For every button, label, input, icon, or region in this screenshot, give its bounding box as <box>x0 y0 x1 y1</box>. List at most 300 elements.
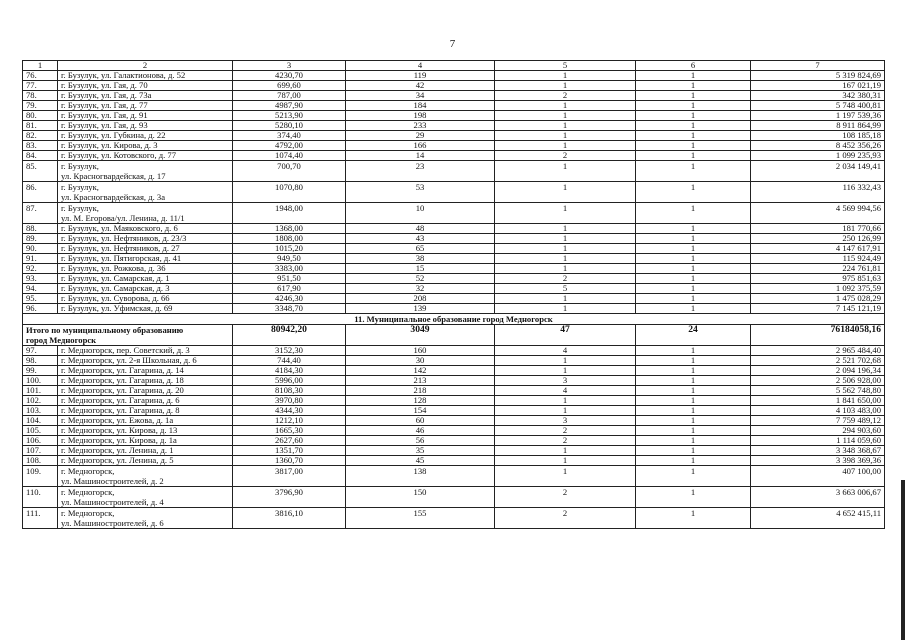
area: 4792,00 <box>233 141 346 151</box>
col6-value: 1 <box>636 203 751 224</box>
area: 1368,00 <box>233 224 346 234</box>
col6-value: 1 <box>636 244 751 254</box>
col5-value: 2 <box>495 487 636 508</box>
residents: 30 <box>346 356 495 366</box>
area: 949,50 <box>233 254 346 264</box>
address: г. Медногорск, пер. Советский, д. 3 <box>58 346 233 356</box>
table-row <box>23 366 885 376</box>
col5-value: 1 <box>495 234 636 244</box>
row-number: 87. <box>23 203 58 224</box>
table-row <box>23 161 885 182</box>
address <box>58 508 233 529</box>
col6-value: 1 <box>636 426 751 436</box>
cost: 975 851,63 <box>751 274 885 284</box>
col5-value: 1 <box>495 71 636 81</box>
col5-value: 1 <box>495 101 636 111</box>
row-number: 81. <box>23 121 58 131</box>
column-number-row <box>23 61 885 71</box>
cost: 5 562 748,80 <box>751 386 885 396</box>
table-row <box>23 466 885 487</box>
housing-table <box>22 60 885 529</box>
cost: 224 761,81 <box>751 264 885 274</box>
area: 2627,60 <box>233 436 346 446</box>
area: 3383,00 <box>233 264 346 274</box>
total-label-line-2: город Медногорск <box>26 335 97 345</box>
col5-value: 1 <box>495 356 636 366</box>
row-number: 99. <box>23 366 58 376</box>
col5-value: 1 <box>495 304 636 314</box>
col6-value: 1 <box>636 356 751 366</box>
col5-value: 1 <box>495 446 636 456</box>
col-header: 5 <box>495 61 636 71</box>
address <box>58 203 233 224</box>
total-residents: 3049 <box>346 325 495 346</box>
cost: 1 092 375,59 <box>751 284 885 294</box>
cost: 1 114 059,60 <box>751 436 885 446</box>
col6-value: 1 <box>636 508 751 529</box>
col6-value: 1 <box>636 346 751 356</box>
table-row <box>23 376 885 386</box>
area: 1212,10 <box>233 416 346 426</box>
table-row <box>23 71 885 81</box>
address <box>58 487 233 508</box>
table-row <box>23 224 885 234</box>
cost: 167 021,19 <box>751 81 885 91</box>
col6-value: 1 <box>636 151 751 161</box>
col6-value: 1 <box>636 121 751 131</box>
cost: 5 319 824,69 <box>751 71 885 81</box>
scan-edge-mark <box>901 480 905 640</box>
total-area: 80942,20 <box>233 325 346 346</box>
cost: 115 924,49 <box>751 254 885 264</box>
col6-value: 1 <box>636 396 751 406</box>
area: 3348,70 <box>233 304 346 314</box>
col5-value: 4 <box>495 386 636 396</box>
row-number: 111. <box>23 508 58 529</box>
area: 5280,10 <box>233 121 346 131</box>
section-heading-row <box>23 314 885 325</box>
residents: 32 <box>346 284 495 294</box>
row-number: 103. <box>23 406 58 416</box>
residents: 160 <box>346 346 495 356</box>
address: г. Бузулук, ул. Гая, д. 70 <box>58 81 233 91</box>
area: 4230,70 <box>233 71 346 81</box>
residents: 208 <box>346 294 495 304</box>
row-number: 76. <box>23 71 58 81</box>
table-row <box>23 101 885 111</box>
residents: 184 <box>346 101 495 111</box>
address: г. Медногорск, ул. Гагарина, д. 20 <box>58 386 233 396</box>
row-number: 100. <box>23 376 58 386</box>
table-row <box>23 396 885 406</box>
table-row <box>23 406 885 416</box>
col-header: 1 <box>23 61 58 71</box>
table-row <box>23 456 885 466</box>
table-row <box>23 254 885 264</box>
page-number: 7 <box>449 38 456 50</box>
area: 617,90 <box>233 284 346 294</box>
col5-value: 2 <box>495 151 636 161</box>
col5-value: 5 <box>495 284 636 294</box>
residents: 45 <box>346 456 495 466</box>
col5-value: 1 <box>495 294 636 304</box>
col5-value: 1 <box>495 224 636 234</box>
col5-value: 3 <box>495 376 636 386</box>
col6-value: 1 <box>636 456 751 466</box>
address: г. Бузулук, ул. Галактионова, д. 52 <box>58 71 233 81</box>
col6-value: 1 <box>636 304 751 314</box>
cost: 5 748 400,81 <box>751 101 885 111</box>
table-row <box>23 131 885 141</box>
row-number: 83. <box>23 141 58 151</box>
residents: 46 <box>346 426 495 436</box>
col-header: 6 <box>636 61 751 71</box>
col5-value: 2 <box>495 274 636 284</box>
row-number: 108. <box>23 456 58 466</box>
row-number: 107. <box>23 446 58 456</box>
address: г. Бузулук, ул. Гая, д. 91 <box>58 111 233 121</box>
cost: 3 663 006,67 <box>751 487 885 508</box>
address: г. Медногорск, ул. Ежова, д. 1а <box>58 416 233 426</box>
row-number: 102. <box>23 396 58 406</box>
col6-value: 1 <box>636 131 751 141</box>
residents: 10 <box>346 203 495 224</box>
table-row <box>23 508 885 529</box>
residents: 198 <box>346 111 495 121</box>
row-number: 94. <box>23 284 58 294</box>
area: 4987,90 <box>233 101 346 111</box>
col5-value: 2 <box>495 91 636 101</box>
row-number: 79. <box>23 101 58 111</box>
col5-value: 1 <box>495 406 636 416</box>
table-row <box>23 81 885 91</box>
address: г. Бузулук, ул. Гая, д. 73а <box>58 91 233 101</box>
cost: 4 103 483,00 <box>751 406 885 416</box>
total-col5: 47 <box>495 325 636 346</box>
cost: 181 770,66 <box>751 224 885 234</box>
area: 3796,90 <box>233 487 346 508</box>
row-number: 93. <box>23 274 58 284</box>
residents: 48 <box>346 224 495 234</box>
area: 8108,30 <box>233 386 346 396</box>
address <box>58 161 233 182</box>
address-line-2: ул. Машиностроителей, д. 2 <box>61 476 164 486</box>
row-number: 104. <box>23 416 58 426</box>
residents: 233 <box>346 121 495 131</box>
address-line-2: ул. М. Егорова/ул. Ленина, д. 11/1 <box>61 213 185 223</box>
cost: 8 452 356,26 <box>751 141 885 151</box>
address-line-2: ул. Красногвардейская, д. 17 <box>61 171 166 181</box>
residents: 139 <box>346 304 495 314</box>
table-row <box>23 294 885 304</box>
table-row <box>23 121 885 131</box>
col6-value: 1 <box>636 366 751 376</box>
col6-value: 1 <box>636 487 751 508</box>
section-heading: 11. Муниципальное образование город Медногорск <box>23 314 885 325</box>
cost: 116 332,43 <box>751 182 885 203</box>
address: г. Медногорск, ул. Гагарина, д. 14 <box>58 366 233 376</box>
table-row <box>23 436 885 446</box>
col5-value: 3 <box>495 416 636 426</box>
cost: 407 100,00 <box>751 466 885 487</box>
address: г. Медногорск, ул. Гагарина, д. 18 <box>58 376 233 386</box>
table-row <box>23 234 885 244</box>
address-line-1: г. Бузулук, <box>61 182 99 192</box>
row-number: 91. <box>23 254 58 264</box>
row-number: 109. <box>23 466 58 487</box>
residents: 35 <box>346 446 495 456</box>
residents: 42 <box>346 81 495 91</box>
residents: 43 <box>346 234 495 244</box>
col-header: 7 <box>751 61 885 71</box>
address: г. Бузулук, ул. Пятигорская, д. 41 <box>58 254 233 264</box>
area: 5213,90 <box>233 111 346 121</box>
col5-value: 1 <box>495 81 636 91</box>
table-row <box>23 426 885 436</box>
row-number: 78. <box>23 91 58 101</box>
table-row <box>23 446 885 456</box>
address-line-1: г. Бузулук, <box>61 203 99 213</box>
address-line-2: ул. Красногвардейская, д. 3а <box>61 192 166 202</box>
col5-value: 1 <box>495 131 636 141</box>
cost: 2 094 196,34 <box>751 366 885 376</box>
area: 1351,70 <box>233 446 346 456</box>
area: 787,00 <box>233 91 346 101</box>
cost: 8 911 864,99 <box>751 121 885 131</box>
cost: 108 185,18 <box>751 131 885 141</box>
address: г. Медногорск, ул. Гагарина, д. 6 <box>58 396 233 406</box>
area: 4246,30 <box>233 294 346 304</box>
address: г. Бузулук, ул. Котовского, д. 77 <box>58 151 233 161</box>
col5-value: 1 <box>495 121 636 131</box>
residents: 150 <box>346 487 495 508</box>
table-row <box>23 346 885 356</box>
table-row <box>23 416 885 426</box>
area: 1070,80 <box>233 182 346 203</box>
col6-value: 1 <box>636 81 751 91</box>
area: 951,50 <box>233 274 346 284</box>
area: 374,40 <box>233 131 346 141</box>
row-number: 80. <box>23 111 58 121</box>
col5-value: 1 <box>495 396 636 406</box>
area: 3152,30 <box>233 346 346 356</box>
area: 4344,30 <box>233 406 346 416</box>
col6-value: 1 <box>636 234 751 244</box>
cost: 2 521 702,68 <box>751 356 885 366</box>
row-number: 97. <box>23 346 58 356</box>
col6-value: 1 <box>636 161 751 182</box>
col5-value: 1 <box>495 456 636 466</box>
address: г. Бузулук, ул. Губкина, д. 22 <box>58 131 233 141</box>
row-number: 84. <box>23 151 58 161</box>
cost: 250 126,99 <box>751 234 885 244</box>
address: г. Бузулук, ул. Нефтяников, д. 23/3 <box>58 234 233 244</box>
row-number: 105. <box>23 426 58 436</box>
area: 700,70 <box>233 161 346 182</box>
cost: 7 759 489,12 <box>751 416 885 426</box>
address: г. Медногорск, ул. Ленина, д. 5 <box>58 456 233 466</box>
table-row <box>23 264 885 274</box>
cost: 2 506 928,00 <box>751 376 885 386</box>
col5-value: 1 <box>495 111 636 121</box>
row-number: 106. <box>23 436 58 446</box>
cost: 1 197 539,36 <box>751 111 885 121</box>
col5-value: 1 <box>495 244 636 254</box>
area: 3817,00 <box>233 466 346 487</box>
col-header: 3 <box>233 61 346 71</box>
col5-value: 2 <box>495 436 636 446</box>
col-header: 2 <box>58 61 233 71</box>
address-line-1: г. Медногорск, <box>61 487 115 497</box>
residents: 23 <box>346 161 495 182</box>
address: г. Бузулук, ул. Рожкова, д. 36 <box>58 264 233 274</box>
address-line-1: г. Бузулук, <box>61 161 99 171</box>
address: г. Бузулук, ул. Кирова, д. 3 <box>58 141 233 151</box>
row-number: 101. <box>23 386 58 396</box>
table-row <box>23 151 885 161</box>
col6-value: 1 <box>636 71 751 81</box>
col5-value: 1 <box>495 254 636 264</box>
total-cost: 76184058,16 <box>751 325 885 346</box>
col5-value: 1 <box>495 141 636 151</box>
area: 699,60 <box>233 81 346 91</box>
total-col6: 24 <box>636 325 751 346</box>
table-row <box>23 386 885 396</box>
area: 1015,20 <box>233 244 346 254</box>
col5-value: 1 <box>495 203 636 224</box>
cost: 1 475 028,29 <box>751 294 885 304</box>
col6-value: 1 <box>636 141 751 151</box>
address-line-2: ул. Машиностроителей, д. 6 <box>61 518 164 528</box>
table-row <box>23 244 885 254</box>
residents: 53 <box>346 182 495 203</box>
row-number: 95. <box>23 294 58 304</box>
residents: 155 <box>346 508 495 529</box>
row-number: 88. <box>23 224 58 234</box>
cost: 342 380,31 <box>751 91 885 101</box>
table-row <box>23 182 885 203</box>
area: 5996,00 <box>233 376 346 386</box>
col5-value: 2 <box>495 426 636 436</box>
address: г. Медногорск, ул. Кирова, д. 1а <box>58 436 233 446</box>
cost: 1 841 650,00 <box>751 396 885 406</box>
col5-value: 1 <box>495 466 636 487</box>
address: г. Медногорск, ул. 2-я Школьная, д. 6 <box>58 356 233 366</box>
address: г. Бузулук, ул. Самарская, д. 3 <box>58 284 233 294</box>
address <box>58 466 233 487</box>
cost: 4 147 617,91 <box>751 244 885 254</box>
table-row <box>23 304 885 314</box>
residents: 154 <box>346 406 495 416</box>
col6-value: 1 <box>636 376 751 386</box>
area: 744,40 <box>233 356 346 366</box>
address: г. Бузулук, ул. Самарская, д. 1 <box>58 274 233 284</box>
col6-value: 1 <box>636 91 751 101</box>
col6-value: 1 <box>636 294 751 304</box>
cost: 2 965 484,40 <box>751 346 885 356</box>
row-number: 82. <box>23 131 58 141</box>
col6-value: 1 <box>636 182 751 203</box>
col6-value: 1 <box>636 466 751 487</box>
cost: 4 569 994,56 <box>751 203 885 224</box>
col-header: 4 <box>346 61 495 71</box>
area: 4184,30 <box>233 366 346 376</box>
total-row <box>23 325 885 346</box>
row-number: 85. <box>23 161 58 182</box>
cost: 3 398 369,36 <box>751 456 885 466</box>
col5-value: 1 <box>495 264 636 274</box>
residents: 166 <box>346 141 495 151</box>
cost: 2 034 149,41 <box>751 161 885 182</box>
col6-value: 1 <box>636 254 751 264</box>
residents: 15 <box>346 264 495 274</box>
residents: 65 <box>346 244 495 254</box>
col6-value: 1 <box>636 446 751 456</box>
table-row <box>23 356 885 366</box>
row-number: 90. <box>23 244 58 254</box>
residents: 38 <box>346 254 495 264</box>
col6-value: 1 <box>636 264 751 274</box>
table-row <box>23 487 885 508</box>
col5-value: 2 <box>495 508 636 529</box>
col6-value: 1 <box>636 274 751 284</box>
row-number: 92. <box>23 264 58 274</box>
residents: 29 <box>346 131 495 141</box>
address: г. Бузулук, ул. Гая, д. 77 <box>58 101 233 111</box>
table-row <box>23 91 885 101</box>
address: г. Бузулук, ул. Суворова, д. 66 <box>58 294 233 304</box>
col5-value: 4 <box>495 346 636 356</box>
table-row <box>23 111 885 121</box>
address: г. Бузулук, ул. Гая, д. 93 <box>58 121 233 131</box>
area: 1074,40 <box>233 151 346 161</box>
address: г. Бузулук, ул. Нефтяников, д. 27 <box>58 244 233 254</box>
address: г. Бузулук, ул. Маяковского, д. 6 <box>58 224 233 234</box>
residents: 34 <box>346 91 495 101</box>
cost: 294 903,60 <box>751 426 885 436</box>
table-row <box>23 203 885 224</box>
col5-value: 1 <box>495 182 636 203</box>
residents: 142 <box>346 366 495 376</box>
table-row <box>23 141 885 151</box>
residents: 60 <box>346 416 495 426</box>
col5-value: 1 <box>495 366 636 376</box>
address: г. Медногорск, ул. Кирова, д. 13 <box>58 426 233 436</box>
address: г. Медногорск, ул. Гагарина, д. 8 <box>58 406 233 416</box>
row-number: 98. <box>23 356 58 366</box>
row-number: 89. <box>23 234 58 244</box>
cost: 3 348 368,67 <box>751 446 885 456</box>
residents: 128 <box>346 396 495 406</box>
residents: 56 <box>346 436 495 446</box>
col5-value: 1 <box>495 161 636 182</box>
table-row <box>23 274 885 284</box>
residents: 14 <box>346 151 495 161</box>
col6-value: 1 <box>636 224 751 234</box>
area: 1665,30 <box>233 426 346 436</box>
address <box>58 182 233 203</box>
address-line-2: ул. Машиностроителей, д. 4 <box>61 497 164 507</box>
address: г. Бузулук, ул. Уфимская, д. 69 <box>58 304 233 314</box>
area: 3970,80 <box>233 396 346 406</box>
cost: 4 652 415,11 <box>751 508 885 529</box>
col6-value: 1 <box>636 386 751 396</box>
address-line-1: г. Медногорск, <box>61 466 115 476</box>
residents: 52 <box>346 274 495 284</box>
col6-value: 1 <box>636 284 751 294</box>
col6-value: 1 <box>636 406 751 416</box>
row-number: 77. <box>23 81 58 91</box>
